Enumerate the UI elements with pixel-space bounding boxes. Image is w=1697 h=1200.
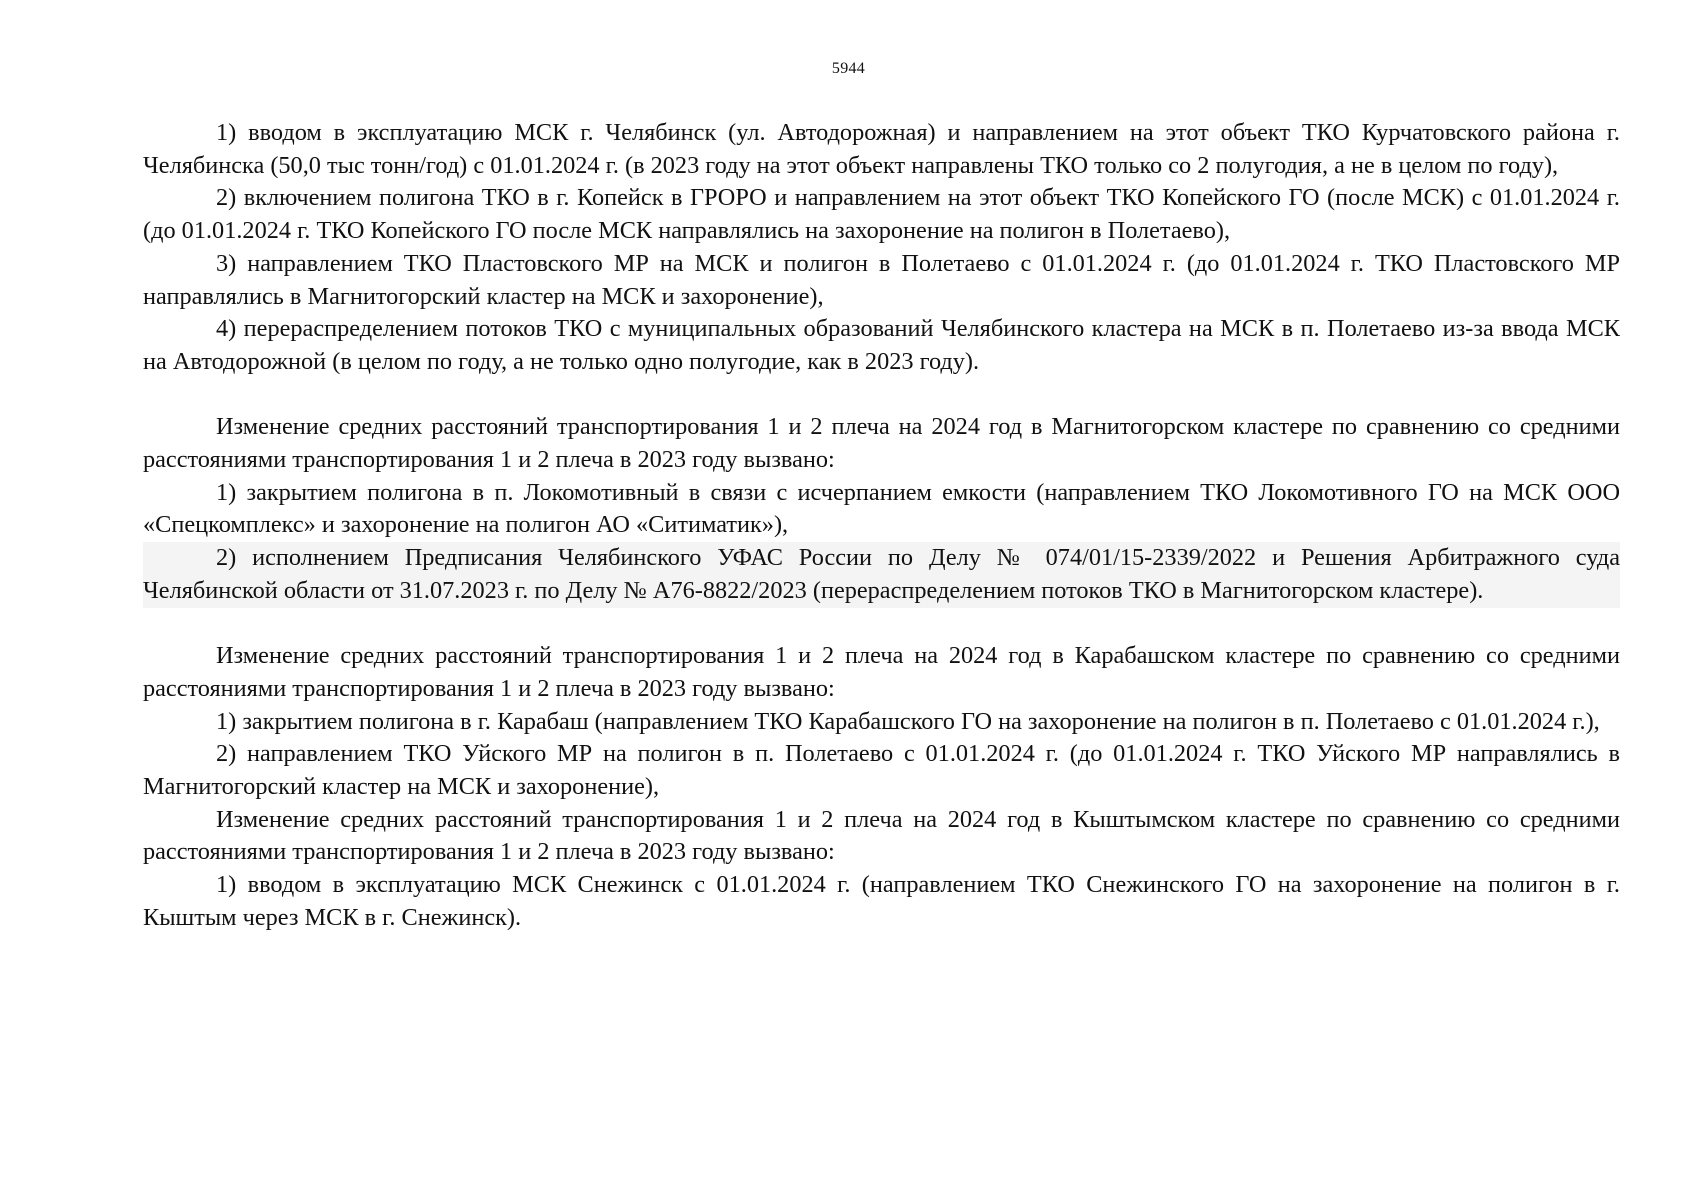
- paragraph: 2) направлением ТКО Уйского МР на полигон в п. Полетаево с 01.01.2024 г. (до 01.01.2024 г. ТКО Уйского МР направлялись в Магнитогорский кластер на МСК и захоронение),: [143, 740, 1620, 801]
- paragraph: Изменение средних расстояний транспортирования 1 и 2 плеча на 2024 год в Кыштымском кластере по сравнению со средними расстояниями транспортирования 1 и 2 плеча в 2023 году вызвано:: [143, 805, 1620, 866]
- page-number: 5944: [831, 60, 866, 77]
- paragraph-gap: [143, 379, 1620, 412]
- paragraph: Изменение средних расстояний транспортирования 1 и 2 плеча на 2024 год в Магнитогорском кластере по сравнению со средними расстояниями транспортирования 1 и 2 плеча в 2023 году вызвано:: [143, 413, 1620, 474]
- paragraph: 1) закрытием полигона в п. Локомотивный в связи с исчерпанием емкости (направлением ТКО Локомотивного ГО на МСК ООО «Спецкомплекс» и захоронение на полигон АО «Ситиматик»),: [143, 478, 1620, 539]
- paragraph: 2) включением полигона ТКО в г. Копейск в ГРОРО и направлением на этот объект ТКО Копейского ГО (после МСК) с 01.01.2024 г. (до 01.01.2024 г. ТКО Копейского ГО после МСК направлялись на захоронение на полигон в Полетаево),: [143, 184, 1620, 245]
- paragraph: 3) направлением ТКО Пластовского МР на МСК и полигон в Полетаево с 01.01.2024 г. (до 01.01.2024 г. ТКО Пластовского МР направлялись в Магнитогорский кластер на МСК и захоронение),: [143, 249, 1620, 310]
- document-body: [143, 117, 1620, 935]
- paragraph: 1) закрытием полигона в г. Карабаш (направлением ТКО Карабашского ГО на захоронение на полигон в п. Полетаево с 01.01.2024 г.),: [216, 707, 1600, 735]
- paragraph: Изменение средних расстояний транспортирования 1 и 2 плеча на 2024 год в Карабашском кластере по сравнению со средними расстояниями транспортирования 1 и 2 плеча в 2023 году вызвано:: [143, 642, 1620, 702]
- paragraph: 1) вводом в эксплуатацию МСК г. Челябинск (ул. Автодорожная) и направлением на этот объект ТКО Курчатовского района г. Челябинска (50,0 тыс тонн/год) с 01.01.2024 г. (в 2023 году на этот объект направлены ТКО только со 2 полугодия, а не в целом по году),: [143, 119, 1620, 179]
- paragraph: 4) перераспределением потоков ТКО с муниципальных образований Челябинского кластера на МСК в п. Полетаево из-за ввода МСК на Автодорожной (в целом по году, а не только одно полугодие, как в 2023 году).: [143, 315, 1620, 375]
- paragraph: 1) вводом в эксплуатацию МСК Снежинск с 01.01.2024 г. (направлением ТКО Снежинского ГО на захоронение на полигон в г. Кыштым через МСК в г. Снежинск).: [143, 871, 1620, 931]
- paragraph-gap: [143, 608, 1620, 641]
- highlighted-paragraph: 2) исполнением Предписания Челябинского УФАС России по Делу № 074/01/15-2339/2022 и Решения Арбитражного суда Челябинской области от 31.07.2023 г. по Делу № А76-8822/2023 (перераспределением потоков ТКО в Магнитогорском кластере).: [143, 542, 1620, 607]
